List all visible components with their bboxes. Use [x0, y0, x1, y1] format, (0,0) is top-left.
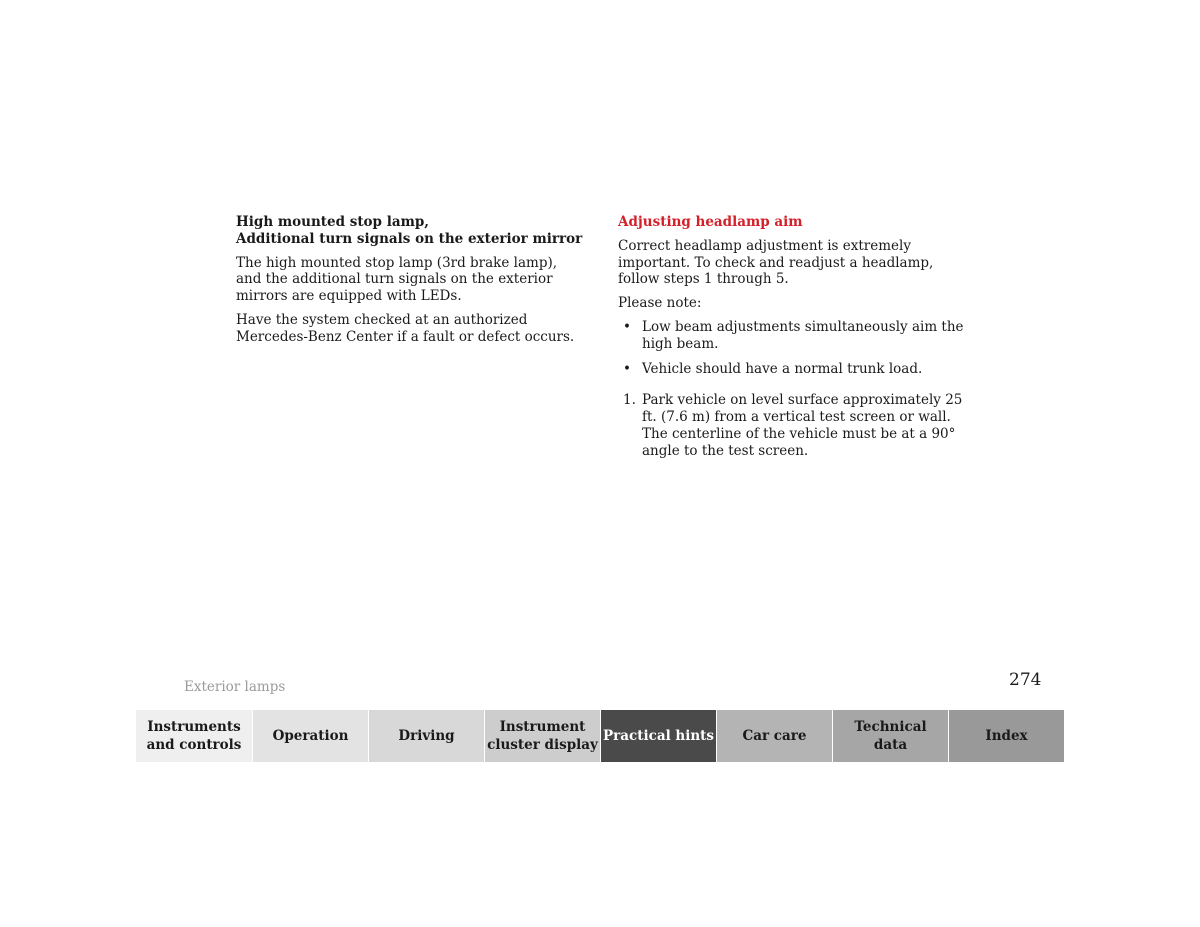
list-item: [618, 361, 970, 378]
section-heading: [236, 214, 586, 248]
bullet-text: Low beam adjustments simultaneously aim the high beam.: [642, 318, 964, 352]
heading-line-2: Additional turn signals on the exterior mirror: [236, 230, 583, 247]
heading-line-1: High mounted stop lamp,: [236, 214, 430, 230]
tab-technical-data[interactable]: Technical data: [832, 710, 948, 762]
list-item: [618, 319, 970, 353]
left-column: [236, 214, 586, 353]
bullet-icon: •: [623, 318, 631, 335]
tab-index[interactable]: Index: [948, 710, 1064, 762]
body-paragraph-1: The high mounted stop lamp (3rd brake lamp), and the additional turn signals on the exterior mirrors are equipped with LEDs.: [236, 254, 558, 305]
tab-instruments-and-controls[interactable]: Instruments and controls: [136, 710, 252, 762]
bullet-text: Vehicle should have a normal trunk load.: [642, 360, 923, 377]
section-label: Exterior lamps: [184, 679, 286, 695]
right-column: [618, 214, 970, 460]
page-number: 274: [1009, 670, 1042, 690]
step-item: [618, 392, 970, 459]
note-label: Please note:: [618, 295, 702, 312]
bullet-list: [618, 319, 970, 377]
body-paragraph-2: Have the system checked at an authorized Mercedes-Benz Center if a fault or defect occurs.: [236, 311, 575, 345]
tab-practical-hints[interactable]: Practical hints: [600, 710, 716, 762]
step-text: Park vehicle on level surface approximately 25 ft. (7.6 m) from a vertical test screen or wall. The centerline of the vehicle must be at a 90° angle to the test screen.: [642, 392, 963, 459]
chapter-tab-bar: [136, 710, 1064, 762]
tab-instrument-cluster-display[interactable]: Instrument cluster display: [484, 710, 600, 762]
step-number: 1.: [623, 392, 636, 409]
tab-driving[interactable]: Driving: [368, 710, 484, 762]
bullet-icon: •: [623, 360, 631, 377]
section-heading-red: Adjusting headlamp aim: [618, 214, 803, 230]
tab-car-care[interactable]: Car care: [716, 710, 832, 762]
intro-paragraph: Correct headlamp adjustment is extremely important. To check and readjust a headlamp, follow steps 1 through 5.: [618, 237, 934, 288]
tab-operation[interactable]: Operation: [252, 710, 368, 762]
step-list: [618, 392, 970, 459]
